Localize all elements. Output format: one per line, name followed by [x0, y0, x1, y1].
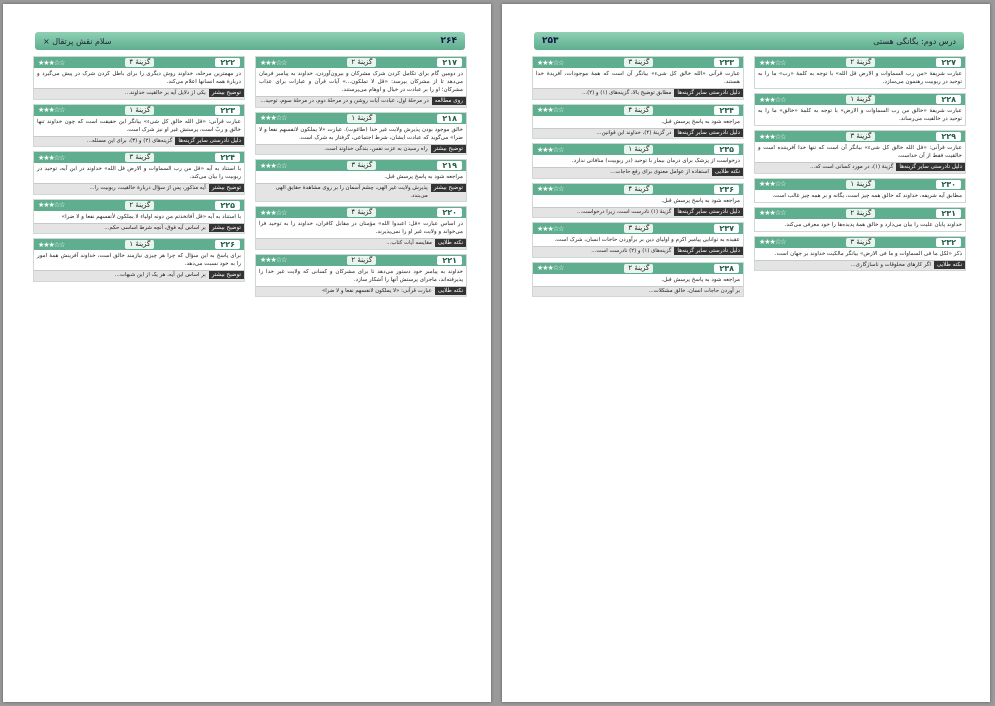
answer-explanation: عبارت قرآنی: «قل الله خالق کل شیء» بیانگر آن است که تنها خدا آفریننده است و خالقیت فقط از آن خداست.	[758, 145, 962, 159]
answer-header	[533, 105, 743, 116]
question-number: ۲۳۳	[714, 58, 739, 67]
answer-option: گزینهٔ ۲	[347, 256, 376, 265]
answer-explanation: برای پاسخ به این سؤال که چرا هر چیزی نیازمند خالق است، خداوند آفرینش همهٔ امور را به خود نسبت می‌دهد.	[37, 253, 241, 267]
question-number: ۲۳۶	[714, 185, 739, 194]
note-text: پذیرش ولایت غیر الهی، چشم آسمان را بر روی مشاهدهٔ حقایق الهی می‌بندد.	[275, 185, 428, 199]
answer-item	[754, 130, 966, 174]
answer-item	[754, 93, 966, 126]
answer-item	[255, 159, 467, 202]
note-box	[34, 270, 244, 281]
answer-columns	[532, 56, 966, 678]
answer-explanation: مراجعه شود به پاسخ پرسش قبل.	[661, 197, 740, 204]
answer-item	[255, 112, 467, 156]
answer-header	[755, 131, 965, 142]
question-number: ۲۳۰	[936, 180, 961, 189]
note-tag: نکته طلایی	[435, 239, 466, 247]
note-text: بر اساس آیه فوق، آنچه شرط اساسی حکم...	[104, 224, 206, 231]
answer-explanation: خداوند پایان علیت را بیان می‌دارد و خالق همهٔ پدیده‌ها را خود معرفی می‌کند.	[784, 221, 962, 228]
question-number: ۲۲۹	[936, 132, 961, 141]
note-text: گزینه‌های (۲) و (۳)، برای این مسئله...	[86, 137, 173, 144]
answer-header	[755, 179, 965, 190]
note-text: گزینهٔ (۱) نادرست است، زیرا درخواست...	[576, 208, 672, 215]
left-page	[3, 4, 491, 702]
answer-explanation: عبارت شریفهٔ «من رب السماوات و الارض قل الله» با توجه به کلمهٔ «رب» ما را به توحید در ربوبیت رهنمون می‌سازد.	[758, 71, 962, 85]
answer-header	[256, 160, 466, 171]
answer-item	[754, 178, 966, 203]
answer-explanation: با استناد به آیه «قل أفاتخذتم من دونه اولیاء لا یملکون لأنفسهم نفعا و لا ضرا»	[61, 213, 241, 220]
answer-column	[255, 56, 467, 678]
star-icon: ★★★☆☆	[537, 264, 564, 272]
answer-header	[256, 255, 466, 266]
answer-header	[755, 57, 965, 68]
page-number: ۲۵۳	[542, 36, 559, 46]
note-text: گزینهٔ (۱)، در مورد کسانی است که...	[810, 164, 894, 170]
star-icon: ★★★☆☆	[260, 161, 287, 170]
note-box	[34, 223, 244, 234]
note-box	[533, 128, 743, 139]
note-tag: نکته طلایی	[934, 261, 965, 269]
note-tag: توضیح بیشتر	[209, 89, 244, 97]
answer-option: گزینهٔ ۳	[624, 58, 653, 67]
answer-header	[755, 208, 965, 219]
answer-item	[33, 199, 245, 235]
answer-header	[533, 57, 743, 68]
question-number: ۲۱۹	[437, 161, 462, 170]
answer-option: گزینهٔ ۴	[624, 106, 653, 115]
answer-explanation: در مهمترین مرحله، خداوند روش دیگری را برای باطل کردن شرک در پیش می‌گیرد و دربارهٔ همه انسانها اعلام می‌کند.	[37, 71, 241, 85]
answer-explanation: درخواست از پزشک برای درمان بیمار با توحید (در ربوبیت) منافاتی ندارد.	[571, 158, 740, 164]
answer-item	[33, 104, 245, 148]
answer-header	[34, 57, 244, 68]
answer-explanation: خداوند به پیامبر خود دستور می‌دهد تا برای مشرکان و کسانی که ولایت غیر خدا را پذیرفته‌اند، ماجرای پرستش آنها را آشکار سازد.	[259, 268, 463, 283]
star-icon: ★★★☆☆	[537, 106, 564, 114]
header-title: درس دوم: یگانگی هستی	[873, 36, 956, 46]
answer-explanation: عبارت قرآنی: «قل الله خالق کل شیء» بیانگر این حقیقت است که چون خداوند تنها خالق و ربّ است، پرستش غیر او نیز شرک است.	[37, 118, 241, 133]
page-header	[534, 32, 964, 50]
answer-header	[755, 94, 965, 105]
answer-item	[532, 104, 744, 140]
question-number: ۲۲۴	[215, 153, 240, 162]
note-box	[533, 167, 743, 178]
star-icon: ★★★☆☆	[759, 209, 786, 217]
star-icon: ★★★☆☆	[537, 224, 564, 233]
star-icon: ★★★☆☆	[537, 185, 564, 193]
answer-header	[34, 239, 244, 250]
answer-explanation: در اساس عبارت «قل: اعبدوا الله» مؤمنان در مقابل کافران، خداوند را به توحید فرا می‌خواند و ولایت غیر او را نمی‌پذیرند.	[259, 221, 463, 235]
answer-explanation: عبارت شریفهٔ «خالق من رب السماوات و الارض» با توجه به کلمهٔ «خالق» ما را به توحید در خالقیت می‌رساند.	[758, 108, 962, 122]
note-box	[755, 162, 965, 173]
note-tag: توضیح بیشتر	[209, 224, 244, 232]
question-number: ۲۱۸	[437, 114, 462, 123]
answer-header	[533, 263, 743, 274]
answer-explanation: عقیده به توانایی پیامبر اکرم و اولیای دین بر برآوردن حاجات انسان، شرک است.	[554, 237, 740, 243]
answer-column	[532, 56, 744, 678]
note-text: گزینه‌های (۱) و (۲) نادرست است...	[591, 248, 672, 254]
answer-item	[754, 236, 966, 272]
note-box	[34, 136, 244, 147]
note-tag: دلیل نادرستی سایر گزینه‌ها	[175, 137, 244, 145]
answer-header	[533, 223, 743, 234]
note-tag: روی مطالعه	[432, 97, 466, 105]
note-tag: نکته طلایی	[435, 287, 466, 295]
note-box	[256, 286, 466, 297]
answer-item	[532, 262, 744, 298]
right-page	[502, 4, 990, 702]
answer-explanation: عبارت قرآنی «الله خالق کل شیء» بیانگر آن است که همهٔ موجودات، آفریدهٔ خدا هستند.	[536, 71, 740, 85]
answer-item	[754, 56, 966, 89]
answer-option: گزینهٔ ۲	[125, 201, 154, 210]
answer-explanation: مراجعه شود به پاسخ پرسش قبل.	[661, 276, 740, 283]
star-icon: ★★★☆☆	[537, 145, 564, 154]
question-number: ۲۲۶	[215, 240, 240, 249]
note-box	[256, 96, 466, 107]
star-icon: ★★★☆☆	[260, 58, 287, 67]
star-icon: ★★★☆☆	[38, 58, 65, 67]
note-box	[34, 88, 244, 99]
star-icon: ★★★☆☆	[38, 106, 65, 114]
question-number: ۲۲۸	[936, 95, 961, 104]
answer-option: گزینهٔ ۳	[846, 238, 875, 247]
note-box	[755, 260, 965, 271]
question-number: ۲۲۱	[437, 256, 462, 265]
star-icon: ★★★☆☆	[759, 180, 786, 188]
answer-option: گزینهٔ ۴	[347, 208, 376, 217]
note-tag: توضیح بیشتر	[209, 271, 244, 279]
answer-item	[33, 238, 245, 282]
note-text: در گزینهٔ (۴)، خداوند این قوانین...	[596, 129, 672, 136]
note-text: استفاده از عوامل معنوی برای رفع حاجات...	[610, 169, 709, 175]
note-text: مقایسه آیات کتاب...	[386, 240, 432, 246]
answer-item	[255, 56, 467, 108]
note-text: در مرحلهٔ اول، عبادت آیات روشن و در مرحلهٔ دوم، در مرحلهٔ سوم، توحید...	[260, 98, 429, 104]
note-tag: دلیل نادرستی سایر گزینه‌ها	[674, 129, 743, 137]
star-icon: ★★★☆☆	[260, 256, 287, 264]
star-icon: ★★★☆☆	[260, 114, 287, 122]
note-box	[256, 238, 466, 249]
answer-option: گزینهٔ ۱	[624, 145, 653, 154]
answer-columns	[33, 56, 467, 678]
answer-item	[532, 183, 744, 219]
note-text: اگر کارهای مخلوقات و ناسازگاری...	[850, 261, 931, 268]
star-icon: ★★★☆☆	[38, 240, 65, 249]
note-box	[533, 88, 743, 99]
answer-explanation: مراجعه شود به پاسخ پرسش قبل.	[384, 174, 463, 180]
star-icon: ★★★☆☆	[260, 208, 287, 217]
note-tag: دلیل نادرستی سایر گزینه‌ها	[674, 247, 743, 255]
answer-explanation: مطابق آیه شریفه، خداوند که خالق همه چیز است، یگانه و بر همه چیز غالب است.	[772, 192, 962, 199]
answer-item	[532, 143, 744, 179]
answer-header	[256, 207, 466, 218]
note-tag: دلیل نادرستی سایر گزینه‌ها	[674, 89, 743, 97]
answer-option: گزینهٔ ۱	[846, 95, 875, 104]
answer-header	[34, 105, 244, 116]
answer-option: گزینهٔ ۳	[846, 132, 875, 141]
star-icon: ★★★☆☆	[38, 153, 65, 162]
note-tag: توضیح بیشتر	[431, 145, 466, 153]
page-number: ۲۶۴	[440, 36, 457, 46]
answer-item	[532, 222, 744, 258]
answer-item	[532, 56, 744, 100]
note-text: مطابق توضیح بالا، گزینه‌های (۱) و (۲)...	[581, 90, 672, 96]
answer-option: گزینهٔ ۴	[624, 185, 653, 194]
answer-explanation: با استناد به آیه «قل من رب السماوات و الارض قل الله» خداوند در این آیه، توحید در ربوبیت را بیان می‌کند.	[37, 166, 241, 180]
note-box	[533, 207, 743, 218]
answer-option: گزینهٔ ۲	[347, 58, 376, 67]
answer-header	[755, 237, 965, 248]
star-icon: ★★★☆☆	[759, 95, 786, 104]
answer-option: گزینهٔ ۲	[846, 58, 875, 67]
star-icon: ★★★☆☆	[38, 201, 65, 209]
question-number: ۲۳۲	[936, 238, 961, 247]
answer-option: گزینهٔ ۱	[125, 240, 154, 249]
note-tag: دلیل نادرستی سایر گزینه‌ها	[674, 208, 743, 216]
question-number: ۲۲۵	[215, 201, 240, 210]
answer-item	[33, 151, 245, 195]
answer-option: گزینهٔ ۱	[347, 114, 376, 123]
question-number: ۲۲۳	[215, 106, 240, 115]
star-icon: ★★★☆☆	[759, 58, 786, 67]
answer-column	[754, 56, 966, 678]
answer-header	[34, 200, 244, 211]
note-text: آیه مذکور، پس از سؤال دربارهٔ خالقیت، ربوبیت را...	[89, 185, 206, 191]
answer-option: گزینهٔ ۱	[125, 106, 154, 115]
answer-option: گزینهٔ ۳	[125, 153, 154, 162]
question-number: ۲۱۷	[437, 58, 462, 67]
question-number: ۲۲۲	[215, 58, 240, 67]
answer-header	[34, 152, 244, 163]
answer-explanation: ذکر «لکل ما فی السماوات و ما فی الارض» بیانگر مالکیت خداوند بر جهان است.	[774, 250, 962, 257]
answer-item	[255, 206, 467, 250]
answer-option: گزینهٔ ۲	[846, 209, 875, 218]
note-box	[34, 183, 244, 194]
question-number: ۲۳۱	[936, 209, 961, 218]
answer-explanation: در دومین گام برای تکامل کردن شرک مشرکان و بیرون‌آوردن، خداوند به پیامبر فرمان می‌دهد تا از مشرکان بپرسد: «قل لا تملکون...» آیات قرآن و عبارات برای عذاب مشرکان؛ او را بر عبادت در خیال و اوهام می‌پرستند.	[259, 71, 463, 93]
header-title: سلام نقش پرتقال ×	[43, 36, 112, 46]
note-text: راه رسیدن به عزت نفس، بندگی خداوند است.	[324, 145, 428, 152]
note-box	[533, 246, 743, 257]
answer-option: گزینهٔ ۳	[347, 161, 376, 170]
question-number: ۲۳۵	[714, 145, 739, 154]
note-text: عبارت قرآنی: «لا یملکون لانفسهم نفعا و لا ضرا»	[321, 287, 432, 294]
star-icon: ★★★☆☆	[537, 58, 564, 67]
note-tag: دلیل نادرستی سایر گزینه‌ها	[896, 163, 965, 171]
page-header	[35, 32, 465, 50]
note-tag: توضیح بیشتر	[431, 184, 466, 192]
answer-item	[754, 207, 966, 232]
star-icon: ★★★☆☆	[759, 238, 786, 246]
note-box	[256, 183, 466, 201]
question-number: ۲۲۷	[936, 58, 961, 67]
answer-header	[256, 57, 466, 68]
answer-column	[33, 56, 245, 678]
note-text: یکی از دلایل آیه بر خالقیت خداوند...	[124, 90, 206, 96]
star-icon: ★★★☆☆	[759, 132, 786, 141]
answer-explanation: خالق موجود بودن پذیرش ولایت غیر خدا (طاغوت). عبارت «لا یملکون لانفسهم نفعا و لا ضرا» می‌گوید که عبادت ایشان، شرط اجتماعی، گرفتار به شرک است.	[259, 126, 463, 141]
question-number: ۲۳۴	[714, 106, 739, 115]
note-box	[256, 144, 466, 155]
note-tag: نکته طلایی	[712, 168, 743, 176]
answer-item	[255, 254, 467, 298]
answer-option: گزینهٔ ۴	[125, 58, 154, 67]
question-number: ۲۳۸	[714, 264, 739, 273]
question-number: ۲۲۰	[437, 208, 462, 217]
answer-item	[33, 56, 245, 100]
note-box	[533, 286, 743, 297]
note-tag: توضیح بیشتر	[209, 184, 244, 192]
answer-explanation: مراجعه شود به پاسخ پرسش قبل.	[661, 118, 740, 125]
answer-option: گزینهٔ ۱	[846, 180, 875, 189]
answer-option: گزینهٔ ۲	[624, 264, 653, 273]
answer-header	[533, 184, 743, 195]
question-number: ۲۳۷	[714, 224, 739, 233]
note-text: بر اساس این آیه، هر یک از این شبهات...	[114, 272, 206, 278]
answer-header	[256, 113, 466, 124]
answer-header	[533, 144, 743, 155]
note-text: بر آوردن حاجات انسان، خالق مشکلات...	[648, 287, 740, 294]
answer-option: گزینهٔ ۳	[624, 224, 653, 233]
